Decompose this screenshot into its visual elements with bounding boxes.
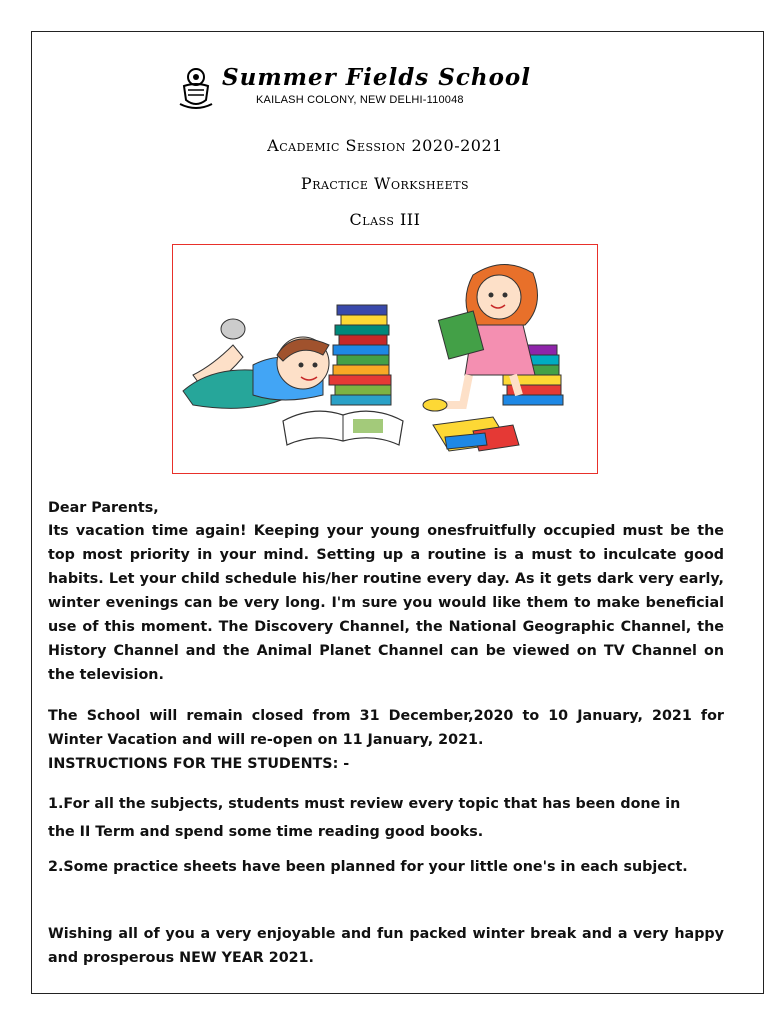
- letter-closing: Wishing all of you a very enjoyable and fun packed winter break and a very happy and prosperous NEW YEAR 2021.: [48, 926, 724, 966]
- letter-paragraph-2: The School will remain closed from 31 December,2020 to 10 January, 2021 for Winter Vacation and will re-open on 11 January, 2021.: [48, 708, 724, 748]
- instruction-item-1: 1.For all the subjects, students must review every topic that has been done in the II Term and spend some time reading good books.: [48, 796, 681, 840]
- instruction-item-2: 2.Some practice sheets have been planned for your little one's in each subject.: [48, 859, 688, 875]
- letter-paragraph-1: Its vacation time again! Keeping your young onesfruitfully occupied must be the top most priority in your mind. Setting up a routine is a must to inculcate good habits. Let your child schedule his/her routine every day. As it gets dark very early, winter evenings can be very long. I'm sure you would like them to make beneficial use of this moment. The Discovery Channel, the National Geographic Channel, the History Channel and the Animal Planet Channel can be viewed on TV Channel on the television.: [48, 523, 724, 683]
- worksheets-title: [0, 174, 770, 193]
- letter-greeting: Dear Parents,: [48, 500, 159, 516]
- session-title-text: Academic Session 2020-2021: [267, 136, 503, 155]
- class-title: [0, 210, 770, 229]
- book-stack-left: [329, 305, 391, 405]
- school-address: KAILASH COLONY, NEW DELHI-110048: [256, 94, 464, 106]
- school-name: Summer Fields School: [222, 64, 531, 91]
- book-pile-bottom: [433, 417, 519, 451]
- school-crest-icon: [178, 66, 214, 110]
- children-reading-illustration: [173, 245, 596, 472]
- instructions-heading: INSTRUCTIONS FOR THE STUDENTS: -: [48, 756, 350, 772]
- girl-figure: [423, 264, 538, 411]
- illustration-frame: [172, 244, 598, 474]
- worksheets-title-text: Practice Worksheets: [300, 174, 470, 193]
- class-title-text: Class III: [349, 210, 421, 229]
- school-header: [178, 66, 558, 112]
- session-title: [0, 136, 770, 155]
